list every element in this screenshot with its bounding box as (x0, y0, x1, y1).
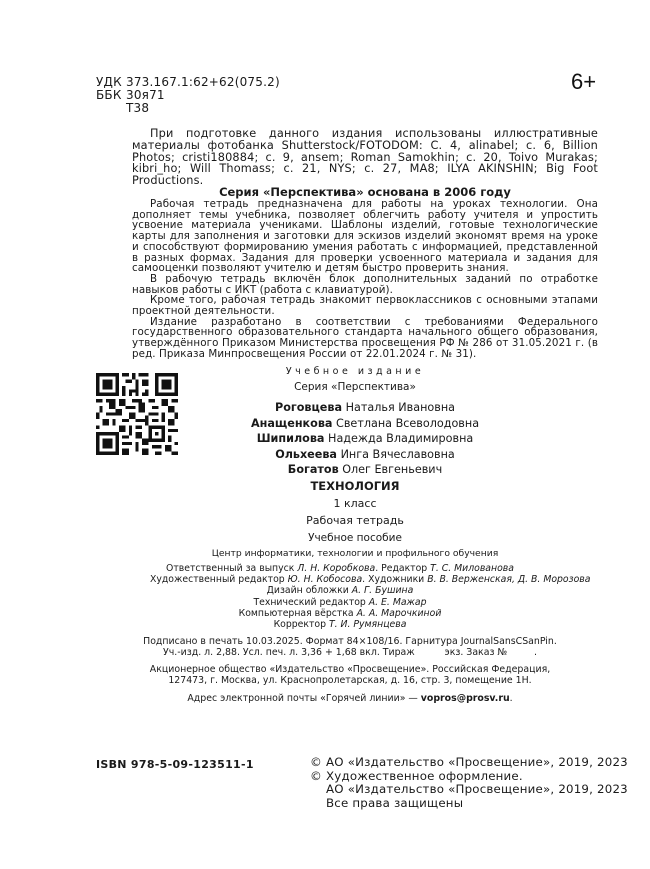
print-info (140, 636, 560, 659)
catalog-codes (96, 76, 280, 115)
copyright-block (310, 756, 628, 810)
staff-row (150, 597, 530, 608)
book-title: ТЕХНОЛОГИЯ (310, 479, 400, 493)
staff-role: Дизайн обложки (266, 585, 352, 597)
staff-person: Ю. Н. Кобосова (287, 574, 363, 586)
book-grade: 1 класс (333, 497, 377, 510)
book-genre: Учебное пособие (308, 532, 402, 544)
author (210, 431, 520, 447)
author-name: Наталья Ивановна (345, 401, 455, 414)
authors-list (210, 400, 520, 478)
publisher-line: Акционерное общество «Издательство «Просвещение». Российская Федерация, (149, 664, 551, 675)
staff-row (150, 608, 530, 619)
publishing-center: Центр информатики, технологии и профильного обучения (211, 548, 499, 559)
staff-person: Л. Н. Коробкова (297, 563, 376, 574)
series-name: Серия «Перспектива» (294, 381, 416, 393)
staff-role: Технический редактор (253, 596, 369, 608)
staff-person: А. Е. Мажар (368, 596, 427, 608)
annotation-paragraph: Кроме того, рабочая тетрадь знакомит первоклассников с основными этапами проектной деятельности. (132, 294, 598, 318)
staff-row (150, 619, 530, 630)
staff-credits (150, 563, 591, 631)
copyright-line (310, 756, 628, 770)
publisher-address (140, 664, 560, 687)
copyright-icon: © (310, 768, 322, 783)
author (210, 400, 520, 416)
print-line: Уч.-изд. л. 2,88. Усл. печ. л. 3,36 + 1,68 вкл. Тираж экз. Заказ № . (163, 647, 537, 659)
qr-code-icon[interactable] (96, 373, 178, 455)
bbk-value: 30я71 (126, 88, 165, 102)
hotline (140, 693, 560, 704)
copyright-text: АО «Издательство «Просвещение», 2019, 2023 (326, 755, 628, 769)
annotation-paragraph: Рабочая тетрадь предназначена для работы на уроках технологии. Она дополняет темы учебника, позволяет облегчить работу учителя и упростить усвоение материала учениками. Шаблоны изделий, готовые технологические карты для заполнения и заготовки для эскизов изделий экономят время на уроке и способствуют формированию умения работать с информацией, представленной в разных формах. Задания для проверки усвоенного материала и задания для самооценки позволяют учителю и детям быстро проверить знания. (132, 198, 598, 275)
copyright-icon: © (310, 755, 322, 769)
author-name: Инга Вячеславовна (340, 447, 455, 461)
staff-role: Компьютерная вёрстка (238, 607, 357, 619)
age-rating: 6+ (571, 69, 597, 94)
publisher-line: 127473, г. Москва, ул. Краснопролетарская, д. 16, стр. 3, помещение 1Н. (168, 675, 532, 687)
udk-row (96, 76, 280, 89)
author-surname: Роговцева (275, 401, 343, 414)
author-surname: Богатов (287, 463, 339, 476)
author-surname: Ольхеева (275, 447, 337, 461)
staff-role: Художественный редактор (150, 574, 288, 586)
author-name: Светлана Всеволодовна (336, 416, 480, 430)
udk-label: УДК (96, 75, 122, 89)
staff-row (150, 563, 530, 574)
hotline-email-link[interactable]: vopros@prosv.ru (420, 693, 510, 704)
staff-row (150, 574, 591, 586)
staff-role: . Художники (362, 574, 428, 586)
udk-value: 373.167.1:62+62(075.2) (126, 75, 280, 89)
hotline-suffix: . (509, 693, 513, 704)
edition-type: Учебное издание (285, 366, 425, 377)
author-surname: Анащенкова (250, 416, 333, 430)
author-name: Олег Евгеньевич (342, 463, 443, 476)
print-line: Подписано в печать 10.03.2025. Формат 84×108/16. Гарнитура JournalSansCSanPin. (143, 636, 557, 647)
author-name: Надежда Владимировна (328, 432, 474, 445)
author (210, 416, 520, 432)
hotline-label: Адрес электронной почты «Горячей линии» — (187, 693, 421, 704)
staff-role: Корректор (273, 619, 329, 631)
copyright-text: Художественное оформление. (326, 768, 523, 783)
staff-row (150, 585, 530, 596)
author-mark: Т38 (126, 101, 150, 115)
annotation-paragraph: В рабочую тетрадь включён блок дополнительных заданий по отработке навыков работы с ИКТ (работа с клавиатурой). (132, 272, 598, 296)
staff-person: Т. С. Милованова (430, 563, 514, 574)
annotation (132, 199, 598, 360)
author (210, 462, 520, 478)
author (210, 447, 520, 463)
copyright-line (310, 770, 628, 784)
staff-person: В. В. Верженская, Д. В. Морозова (427, 574, 591, 586)
rights-reserved: Все права защищены (326, 795, 464, 810)
staff-person: Т. И. Румянцева (328, 619, 407, 631)
bbk-label: ББК (96, 88, 122, 102)
staff-role: . Редактор (375, 563, 431, 574)
isbn: ISBN 978-5-09-123511-1 (96, 758, 254, 771)
staff-role: Ответственный за выпуск (166, 563, 298, 574)
copyright-line: АО «Издательство «Просвещение», 2019, 2023 (326, 782, 628, 796)
book-type: Рабочая тетрадь (306, 514, 404, 527)
author-surname: Шипилова (256, 432, 325, 445)
bbk-row (96, 89, 280, 102)
staff-person: А. Г. Бушина (351, 585, 414, 597)
annotation-paragraph: Издание разработано в соответствии с требованиями Федерального государственного образовательного стандарта начального общего образования, утверждённого Приказом Министерства просвещения РФ № 286 от 31.05.2021 г. (в ред. Приказа Минпросвещения России от 22.01.2024 г. № 31). (132, 315, 598, 360)
photo-credits: При подготовке данного издания использованы иллюстративные материалы фотобанка Shutterstock/FOTODOM: С. 4, alinabel; с. 6, Billion Photos; cristi180884; с. 9, ansem; Roman Samokhin; с. 20, Toivo Murakas; kibri_ho; Will Thomass; с. 21, NYS; с. 27, MA8; ILYA AKINSHIN; Big Foot Productions. (132, 127, 598, 188)
staff-person: А. А. Марочкиной (356, 607, 442, 619)
series-heading: Серия «Перспектива» основана в 2006 году (219, 185, 511, 199)
